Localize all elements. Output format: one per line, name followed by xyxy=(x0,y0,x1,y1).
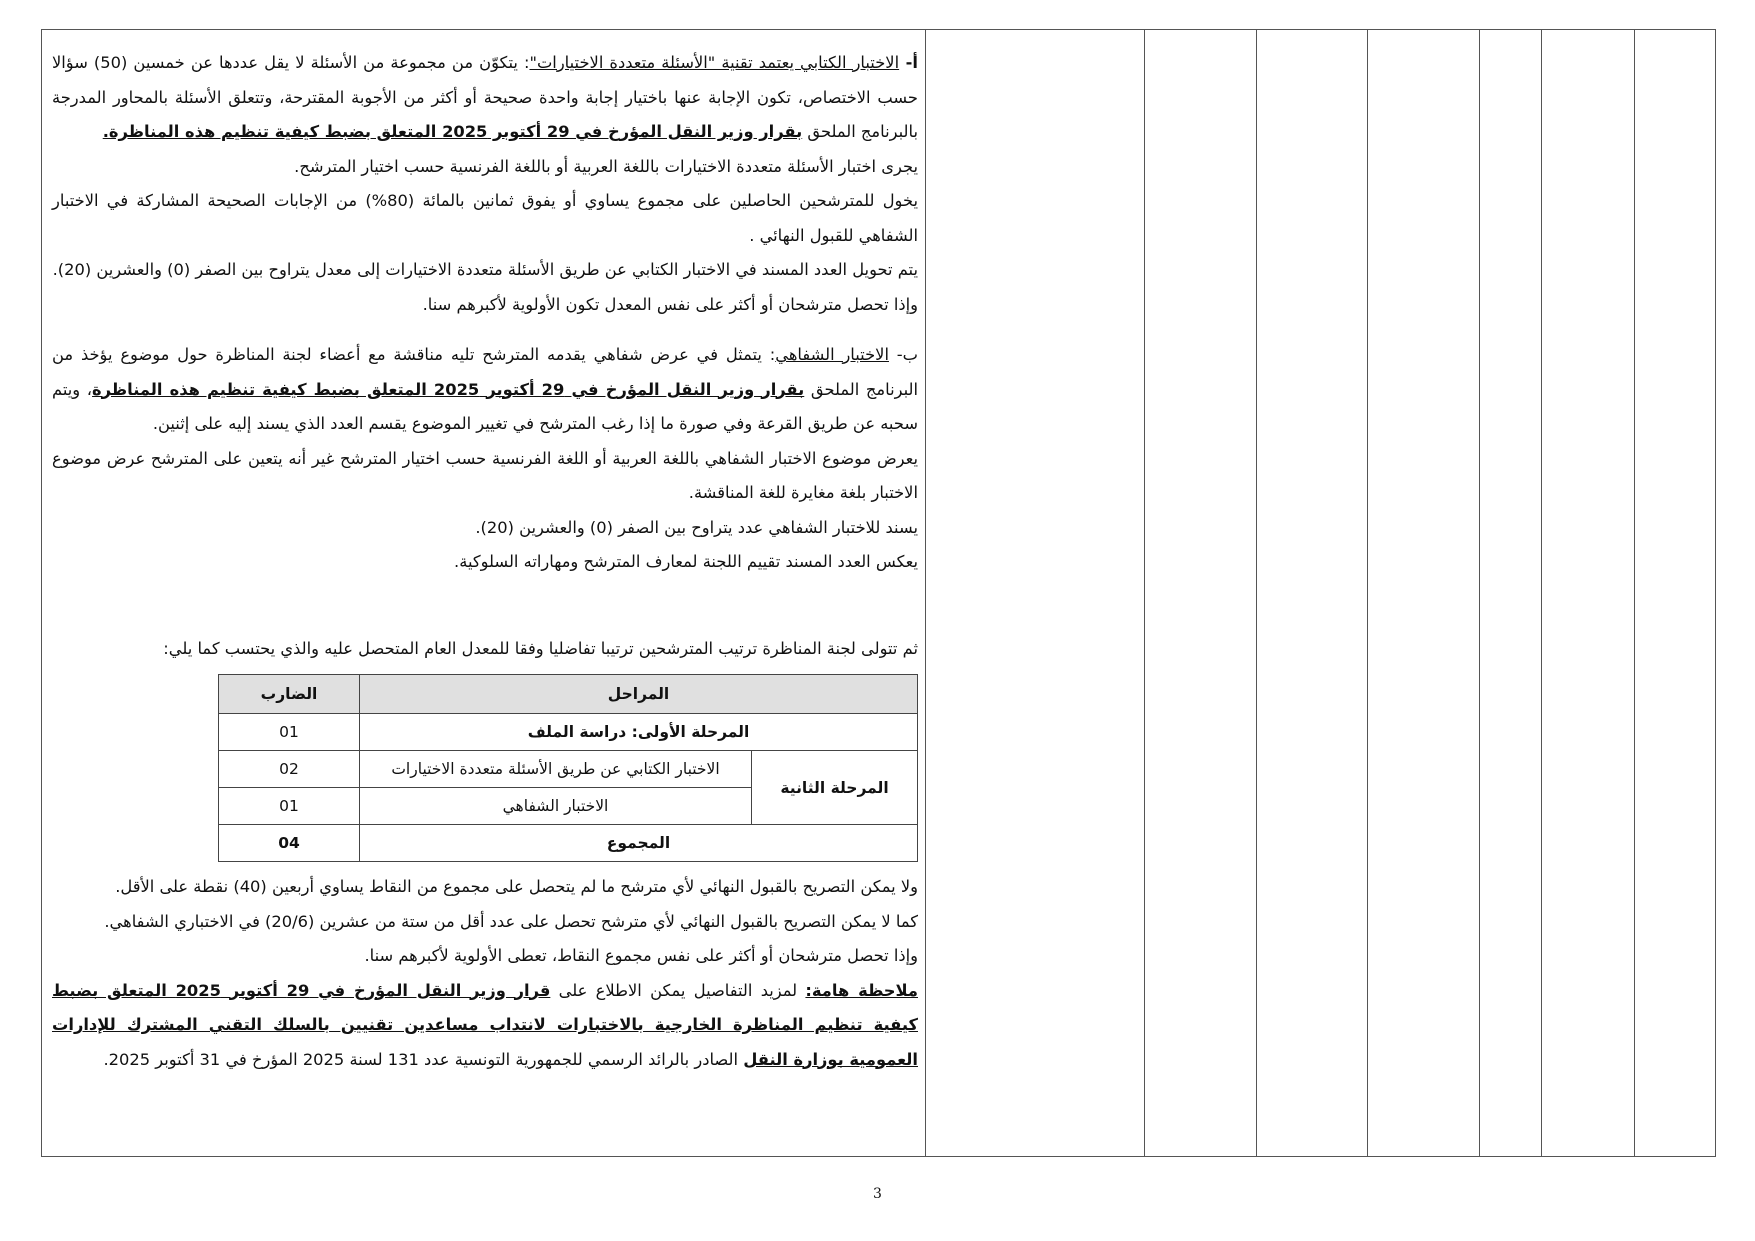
column-divider xyxy=(1256,29,1257,1157)
stage2-oral-coefficient: 01 xyxy=(219,788,360,825)
paragraph: ولا يمكن التصريح بالقبول النهائي لأي مترشح ما لم يتحصل على مجموع من النقاط يساوي أربعين (40) نقطة على الأقل. xyxy=(115,877,918,896)
paragraph: كما لا يمكن التصريح بالقبول النهائي لأي مترشح تحصل على عدد أقل من ستة من عشرين (20/6) في الاختباري الشفاهي. xyxy=(104,911,918,931)
paragraph: يتم تحويل العدد المسند في الاختبار الكتابي عن طريق الأسئلة متعددة الاختيارات إلى معدل يتراوح بين الصفر (0) والعشرين (20). xyxy=(52,260,918,279)
stage2-written-label: الاختبار الكتابي عن طريق الأسئلة متعددة الاختيارات xyxy=(360,751,752,788)
section-a-title: الاختبار الكتابي يعتمد تقنية "الأسئلة متعددة الاختيارات" xyxy=(529,53,900,72)
paragraph: يعكس العدد المسند تقييم اللجنة لمعارف المترشح ومهاراته السلوكية. xyxy=(454,552,918,571)
column-divider xyxy=(1479,29,1480,1157)
paragraph: وإذا تحصل مترشحان أو أكثر على نفس مجموع النقاط، تعطى الأولوية لأكبرهم سنا. xyxy=(364,946,918,965)
coefficient-table xyxy=(218,674,918,862)
column-divider xyxy=(1144,29,1145,1157)
column-divider xyxy=(1367,29,1368,1157)
table-total-row xyxy=(219,825,918,862)
column-divider xyxy=(1541,29,1542,1157)
table-header-row xyxy=(219,675,918,714)
paragraph: يسند للاختبار الشفاهي عدد يتراوح بين الصفر (0) والعشرين (20). xyxy=(475,517,918,537)
section-b-paragraph: ب- الاختبار الشفاهي: يتمثل في عرض شفاهي يقدمه المترشح تليه مناقشة مع أعضاء لجنة المناظرة حول موضوع يؤخذ من البرنامج الملحق بقرار وزير النقل المؤرخ في 29 أكتوبر 2025 المتعلق بضبط كيفية تنظيم هذه المناظرة، ويتم سحبه عن طريق القرعة وفي صورة ما إذا رغب المترشح في تغيير الموضوع يقسم العدد الذي يسند إليه على إثنين. xyxy=(52,345,918,433)
table-row xyxy=(219,751,918,788)
ranking-intro: ثم تتولى لجنة المناظرة ترتيب المترشحين ترتيبا تفاضليا وفقا للمعدل العام المتحصل عليه والذي يحتسب كما يلي: xyxy=(163,638,918,658)
header-stages: المراحل xyxy=(360,675,918,714)
header-coefficient: الضارب xyxy=(219,675,360,714)
section-b-title: الاختبار الشفاهي xyxy=(775,345,889,364)
decree-reference: بقرار وزير النقل المؤرخ في 29 أكتوبر 2025 المتعلق بضبط كيفية تنظيم هذه المناظرة. xyxy=(102,122,803,141)
paragraph: وإذا تحصل مترشحان أو أكثر على نفس المعدل تكون الأولوية لأكبرهم سنا. xyxy=(422,294,918,314)
stage2-written-coefficient: 02 xyxy=(219,751,360,788)
note-label: ملاحظة هامة: xyxy=(805,980,918,1000)
decree-reference: بقرار وزير النقل المؤرخ في 29 أكتوبر 2025 المتعلق بضبط كيفية تنظيم هذه المناظرة xyxy=(92,379,805,399)
total-label: المجموع xyxy=(360,825,918,862)
paragraph: يعرض موضوع الاختبار الشفاهي باللغة العربية أو اللغة الفرنسية حسب اختيار المترشح غير أنه يتعين على المترشح عرض موضوع الاختبار بلغة مغايرة للغة المناقشة. xyxy=(52,448,918,502)
column-divider xyxy=(1634,29,1635,1157)
table-row xyxy=(219,714,918,751)
page-number: 3 xyxy=(873,1186,882,1202)
stage1-coefficient: 01 xyxy=(219,714,360,751)
stage2-oral-label: الاختبار الشفاهي xyxy=(360,788,752,825)
stage1-label: المرحلة الأولى: دراسة الملف xyxy=(360,714,918,751)
column-divider xyxy=(925,29,926,1157)
stage2-label: المرحلة الثانية xyxy=(752,751,918,825)
decree-reference: قرار وزير النقل المؤرخ في 29 أكتوبر 2025 المتعلق بضبط كيفية تنظيم المناظرة الخارجية بالاختبارات لانتداب مساعدين تقنيين بالسلك التقني المشترك للإدارات العمومية بوزارة النقل xyxy=(52,980,918,1069)
total-coefficient: 04 xyxy=(219,825,360,862)
section-a-paragraph: أ- الاختبار الكتابي يعتمد تقنية "الأسئلة متعددة الاختيارات": يتكوّن من مجموعة من الأسئلة لا يقل عددها عن خمسين (50) سؤالا حسب الاختصاص، تكون الإجابة عنها باختيار إجابة واحدة صحيحة أو أكثر من الأجوبة المقترحة، وتتعلق الأسئلة بالمحاور المدرجة بالبرنامج الملحق بقرار وزير النقل المؤرخ في 29 أكتوبر 2025 المتعلق بضبط كيفية تنظيم هذه المناظرة. xyxy=(52,53,919,141)
paragraph: يجرى اختبار الأسئلة متعددة الاختيارات باللغة العربية أو باللغة الفرنسية حسب اختيار المترشح. xyxy=(294,156,918,176)
paragraph: يخول للمترشحين الحاصلين على مجموع يساوي أو يفوق ثمانين بالمائة (80%) من الإجابات الصحيحة المشاركة في الاختبار الشفاهي للقبول النهائي . xyxy=(52,191,918,245)
document-body xyxy=(52,46,918,1077)
important-note: ملاحظة هامة: لمزيد التفاصيل يمكن الاطلاع على قرار وزير النقل المؤرخ في 29 أكتوبر 2025 المتعلق بضبط كيفية تنظيم المناظرة الخارجية بالاختبارات لانتداب مساعدين تقنيين بالسلك التقني المشترك للإدارات العمومية بوزارة النقل الصادر بالرائد الرسمي للجمهورية التونسية عدد 131 لسنة 2025 المؤرخ في 31 أكتوبر 2025. xyxy=(52,980,918,1069)
